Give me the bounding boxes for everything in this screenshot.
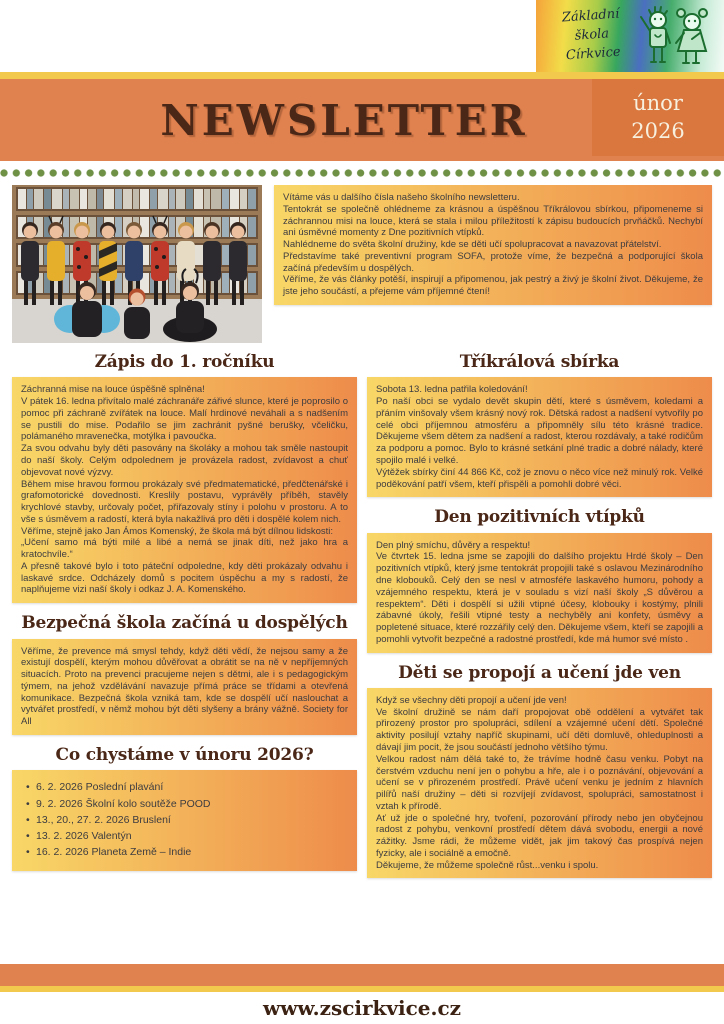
event-item: • 16. 2. 2026 Planeta Země – Indie	[24, 844, 347, 860]
article-zapis-body	[12, 377, 357, 603]
article-paragraph: Děkujeme, že můžeme společně růst...venku i spolu.	[376, 859, 599, 871]
right-column	[367, 351, 712, 887]
article-bezpecna	[12, 612, 357, 735]
events-title: Co chystáme v únoru 2026?	[55, 744, 314, 765]
event-item: • 13., 20., 27. 2. 2026 Bruslení	[24, 812, 347, 828]
article-druzina-body	[367, 688, 712, 878]
newsletter-title: NEWSLETTER	[160, 95, 528, 145]
footer	[0, 964, 724, 1024]
article-bezpecna-body	[12, 639, 357, 735]
article-paragraph: Během mise hravou formou prokázaly své předmatematické, předčtenářské i grafomotorické dovednosti. Kreslily postavu, vyprávěly příběh, stavěly krychlové stavby, určovaly počet, přiřazovaly stíny i polohu v prostoru. A to vše s úsměvem a radostí, která byla nakažlivá pro děti i dospělé kolem nich.	[21, 478, 348, 525]
article-bezpecna-title: Bezpečná škola začíná u dospělých	[21, 613, 348, 634]
event-item: • 9. 2. 2026 Školní kolo soutěže POOD	[24, 796, 347, 812]
article-paragraph: Ve čtvrtek 15. ledna jsme se zapojili do dalšího projektu Hrdé školy – Den pozitivních vtípků, který jsme tentokrát propojili také s oslavou Mezinárodního dne klobouků. Celý den se nesl v atmosféře laskavého humoru, pohody a vzájemného respektu, která je v souladu s vizí naší školy „S důvěrou a respektem“. Děti i dospělí si užili vtipné účesy, klobouky i kostýmy, plnili zábavné úkoly, řešili vtipné testy a nechyběly ani konfety, úsměvy a popletené situace, které rozzářily celý den. Děkujeme všem, kteří se zapojili a pomohli vytvořit bezpečné a radostné prostředí, kde má humor své místo .	[376, 551, 703, 645]
school-name-line1: Základní	[561, 6, 620, 26]
article-paragraph: Záchranná mise na louce úspěšně splněna!	[21, 384, 205, 396]
school-logo	[536, 0, 724, 72]
events-list	[24, 779, 347, 860]
header-band	[0, 79, 724, 161]
issue-year: 2026	[631, 118, 685, 143]
article-paragraph: A přesně takové bylo i toto páteční odpoledne, kdy děti prokázaly odvahu i laskavé srdce. Odcházely domů s pocitem úspěchu a my s radostí, že naplňujeme vizi naší školy i odkaz J. A. Komenského.	[21, 560, 348, 596]
event-item: • 6. 2. 2026 Poslední plavání	[24, 779, 347, 795]
article-paragraph: Výtěžek sbírky činí 44 866 Kč, což je znovu o něco více než minulý rok. Velké poděkování patří všem, kteří přispěli a pomohli dobré věci.	[376, 466, 703, 490]
intro-paragraph: Tentokrát se společně ohlédneme za krásnou a úspěšnou Tříkrálovou sbírkou, připomeneme si záchrannou misi na louce, která se stala i milou příležitostí k zápisu budoucích prvňáčků. Nechybí ani úsměvné momenty z Dne pozitivních vtípků.	[283, 203, 703, 239]
left-column	[12, 351, 357, 887]
article-trikralova-title: Tříkrálová sbírka	[459, 352, 620, 372]
website-url: www.zscirkvice.cz	[262, 996, 461, 1020]
dotted-divider	[0, 169, 724, 177]
footer-orange-band	[0, 964, 724, 986]
school-name-line2: škola	[574, 25, 610, 44]
school-name-line3: Církvice	[565, 44, 622, 63]
newsletter-content	[0, 185, 724, 964]
article-paragraph: Když se všechny děti propojí a učení jde ven!	[376, 694, 567, 706]
article-zapis	[12, 351, 357, 603]
intro-text-box	[274, 185, 712, 305]
intro-paragraph: Vítáme vás u dalšího čísla našeho školního newsletteru.	[283, 192, 520, 203]
article-vtipky-title: Den pozitivních vtípků	[434, 507, 645, 528]
group-photo	[12, 185, 262, 343]
article-paragraph: V pátek 16. ledna přivítalo malé záchranáře zářivé slunce, které je poprosilo o pomoc při záchraně zvířátek na louce. Malí hrdinové neváhali a s nadšením se pustili do mise. Podařilo se jim zachránit pyšné berušky, včeličku, polámaného mravenečka, motýlka i pavoučka.	[21, 396, 348, 443]
article-paragraph: Ať už jde o společné hry, tvoření, pozorování přírody nebo jen obyčejnou radost z pohybu, venkovní prostředí dětem dává svobodu, energii a nové zážitky. Jsme rádi, že můžeme vidět, jak jim takový čas prospívá nejen fyzicky, ale i sociálně a emočně.	[376, 812, 703, 859]
accent-bar-top	[0, 72, 724, 79]
issue-month: únor	[633, 91, 683, 116]
article-paragraph: Věříme, stejně jako Jan Ámos Komenský, že škola má být dílnou lidskosti:	[21, 525, 334, 537]
intro-section	[12, 185, 712, 343]
article-druzina	[367, 662, 712, 879]
issue-date-badge	[592, 79, 724, 156]
article-vtipky-body	[367, 533, 712, 653]
article-zapis-title: Zápis do 1. ročníku	[94, 352, 275, 372]
article-paragraph: Den plný smíchu, důvěry a respektu!	[376, 539, 531, 551]
article-paragraph: „Učení samo má býti milé a libé a nemá se jinak díti, než jako hra a kratochvíle.“	[21, 537, 348, 561]
event-item: • 13. 2. 2026 Valentýn	[24, 828, 347, 844]
article-paragraph: Ve školní družině se nám daří propojovat obě oddělení a vytvářet tak přirozený prostor pro spolupráci, sdílení a vzájemné učení dětí. Společné aktivity posilují vztahy napříč skupinami, učí děti domluvě, ohleduplnosti a dávají jim pocit, že jsou součástí jednoho většího týmu.	[376, 706, 703, 754]
article-paragraph: Za svou odvahu byly děti pasovány na školáky a mohou tak směle nastoupit do naší školy. Celým odpolednem je provázela radost, zvídavost a chuť objevovat nové výzvy.	[21, 443, 348, 478]
events-section	[12, 744, 357, 871]
article-vtipky	[367, 506, 712, 652]
intro-paragraph: Věříme, že vás články potěší, inspirují a připomenou, jak pestrý a živý je školní život. Děkujeme, že jste jeho součástí, a přejeme vám příjemné čtení!	[283, 274, 703, 298]
article-paragraph: Velkou radost nám dělá také to, že trávíme hodně času venku. Pobyt na čerstvém vzduchu není jen o pohybu a hře, ale i o poznávání, objevování a učení se v přirozeném prostředí. Právě učení venku je jedním z hlavních pilířů naší družiny – děti si rozvíjejí zvídavost, spolupráci, samostatnost i vztah k přírodě.	[376, 753, 703, 812]
intro-paragraph: Představíme také preventivní program SOFA, protože víme, že bezpečná a podporující škola začíná především u dospělých.	[283, 250, 703, 274]
article-paragraph: Sobota 13. ledna patřila koledování!	[376, 384, 528, 396]
article-paragraph: Věříme, že prevence má smysl tehdy, když děti vědí, že nejsou samy a že existují dospělí, kterým mohou důvěřovat a obrátit se na ně v nepříjemných situacích. Proto na prevenci pracujeme nejen s dětmi, ale i s pedagogickým týmem, na jehož vzdělávání navazuje přímá práce se třídami a otevřená komunikace. Bezpečná škola vzniká tam, kde se dospělí učí naslouchat a vytvářet prostředí, v němž mohou být děti slyšeny a brány vážně. Society for All	[21, 645, 348, 728]
article-trikralova-body	[367, 377, 712, 497]
top-strip	[0, 0, 724, 72]
children-illustration-icon	[634, 1, 718, 71]
intro-paragraph: Nahlédneme do světa školní družiny, kde se děti učí spolupracovat a navazovat přátelství.	[283, 239, 662, 251]
article-columns	[12, 351, 712, 887]
school-name	[534, 4, 636, 67]
footer-url-row	[0, 992, 724, 1024]
events-box	[12, 770, 357, 870]
article-trikralova	[367, 351, 712, 497]
article-paragraph: Po naší obci se vydalo devět skupin dětí, které s úsměvem, koledami a přáním vinšovaly všem krásný nový rok. Dětská radost a nadšení vytvořily po celé obci příjemnou atmosféru a připomněly sílu této krásné tradice. Děkujeme všem dětem za nadšení a radost, kterou rozdávaly, a také rodičům za podporu a pomoc. Bylo to krásné setkání plné tradic a dobré nálady, které spojilo malé i velké.	[376, 396, 703, 466]
article-druzina-title: Děti se propojí a učení jde ven	[398, 662, 681, 683]
